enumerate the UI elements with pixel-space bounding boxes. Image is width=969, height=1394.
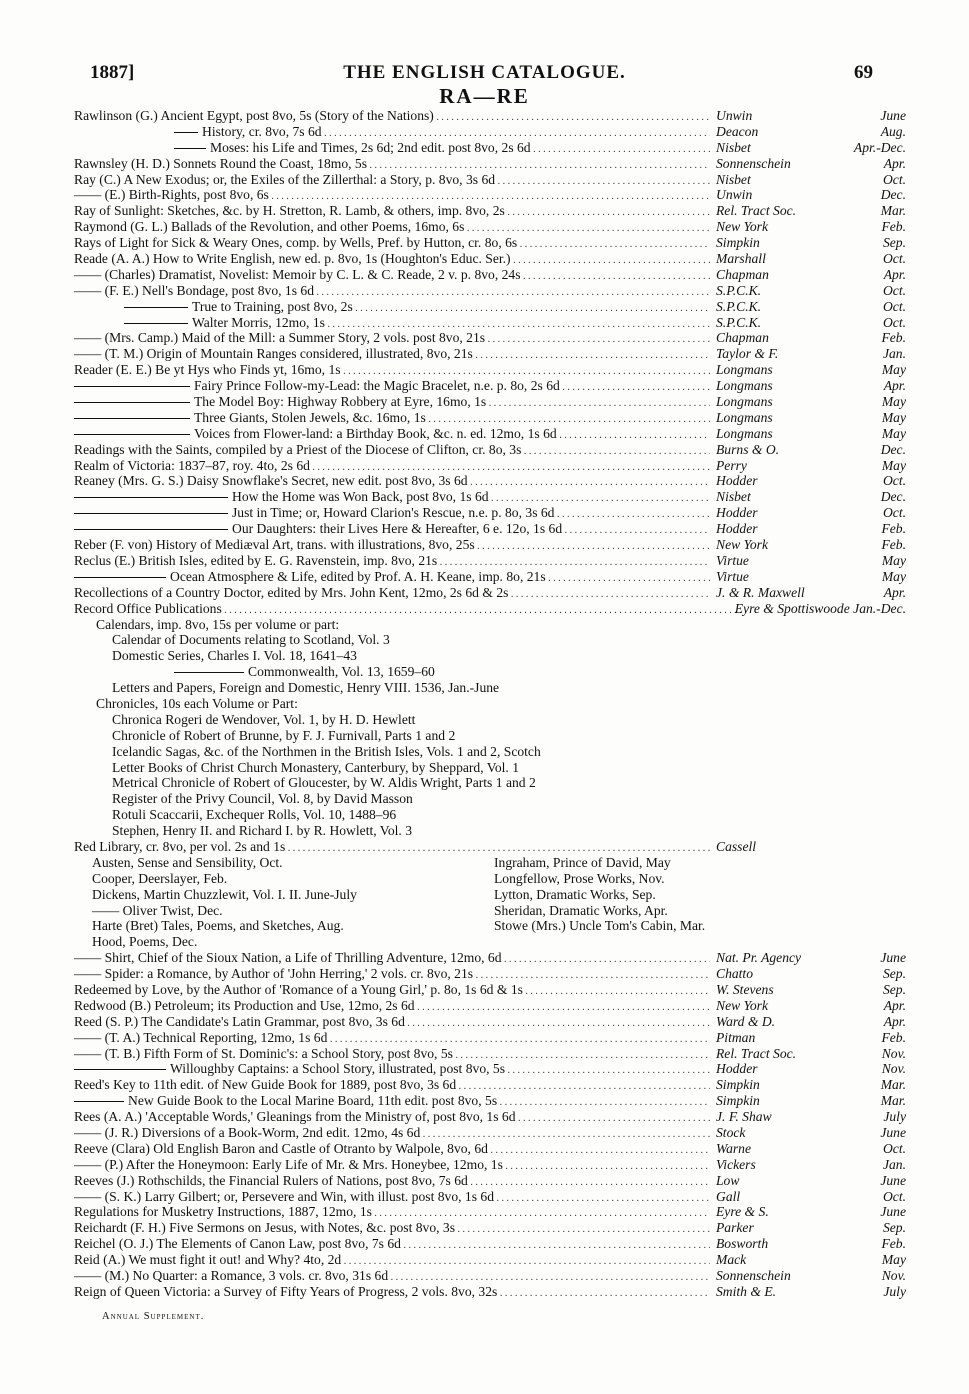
entry-month: Dec. xyxy=(880,187,906,203)
entry-text: Realm of Victoria: 1837–87, roy. 4to, 2s 6d xyxy=(74,457,310,473)
catalogue-entry xyxy=(74,1061,906,1077)
catalogue-entry xyxy=(74,521,906,537)
entry-month: June xyxy=(880,108,906,123)
catalogue-entry xyxy=(74,1220,906,1236)
entry-text: Letter Books of Christ Church Monastery, Canterbury, by Sheppard, Vol. 1 xyxy=(112,759,520,775)
ditto-rule xyxy=(74,426,190,435)
entry-text: Just in Time; or, Howard Clarion's Rescue, n.e. p. 8o, 3s 6d xyxy=(232,505,555,521)
entry-publisher: J. F. Shaw xyxy=(716,1109,772,1125)
entry-text: Register of the Privy Council, Vol. 8, by David Masson xyxy=(112,791,413,807)
entry-month: Feb. xyxy=(881,219,906,235)
catalogue-entry xyxy=(74,187,906,203)
catalogue-entry xyxy=(74,505,906,521)
ditto-rule xyxy=(74,521,228,530)
ditto-rule xyxy=(174,140,206,149)
catalogue-entry xyxy=(74,346,906,362)
footer-note: Annual Supplement. xyxy=(102,1311,205,1322)
header-year: 1887] xyxy=(90,62,135,83)
red-library-row xyxy=(74,855,906,871)
entry-publisher: Rel. Tract Soc. xyxy=(716,1045,797,1061)
entry-month: May xyxy=(881,425,906,441)
entry-publisher: Longmans xyxy=(716,378,773,394)
entry-month: May xyxy=(881,552,906,568)
entry-text: —— (M.) No Quarter: a Romance, 3 vols. cr. 8vo, 31s 6d xyxy=(74,1268,389,1284)
red-library-title: Harte (Bret) Tales, Poems, and Sketches, Aug. xyxy=(92,918,344,934)
entry-text: Chronicles, 10s each Volume or Part: xyxy=(96,695,298,711)
catalogue-entry xyxy=(74,458,906,474)
catalogue-entry xyxy=(74,1204,906,1220)
catalogue-entry xyxy=(74,1077,906,1093)
catalogue-entry xyxy=(74,1046,906,1062)
entry-publisher: New York xyxy=(716,219,768,235)
entry-publisher: Taylor & F. xyxy=(716,346,779,362)
catalogue-entry xyxy=(74,950,906,966)
catalogue-entry xyxy=(74,299,906,315)
red-library-title: Dickens, Martin Chuzzlewit, Vol. I. II. June-July xyxy=(92,886,357,902)
catalogue-entry xyxy=(74,315,906,331)
entry-month: May xyxy=(881,394,906,410)
entry-month: Apr. xyxy=(883,997,906,1013)
red-library-title: Stowe (Mrs.) Uncle Tom's Cabin, Mar. xyxy=(494,918,706,934)
entry-text: Rees (A. A.) 'Acceptable Words,' Gleanings from the Ministry of, post 8vo, 1s 6d xyxy=(74,1109,516,1125)
catalogue-entry xyxy=(74,617,906,633)
entry-month: Dec. xyxy=(880,441,906,457)
entry-text: Reid (A.) We must fight it out! and Why? 4to, 2d xyxy=(74,1252,342,1268)
entry-publisher: Longmans xyxy=(716,425,773,441)
entry-text: Chronicle of Robert of Brunne, by F. J. Furnivall, Parts 1 and 2 xyxy=(112,727,456,743)
entry-publisher: S.P.C.K. xyxy=(716,314,762,330)
catalogue-entry xyxy=(74,442,906,458)
entry-text: Our Daughters: their Lives Here & Hereafter, 6 e. 12o, 1s 6d xyxy=(232,521,563,537)
entry-text: History, cr. 8vo, 7s 6d xyxy=(202,123,322,139)
entry-text: Reber (F. von) History of Mediæval Art, trans. with illustrations, 8vo, 25s xyxy=(74,537,475,553)
entry-month: Oct. xyxy=(882,282,906,298)
entry-month: Mar. xyxy=(880,203,906,219)
catalogue-entry xyxy=(74,1173,906,1189)
ditto-rule xyxy=(74,1093,124,1102)
entry-month: May xyxy=(881,362,906,378)
entry-publisher: Sonnenschein xyxy=(716,1268,791,1284)
entry-publisher-date: Eyre & Spottiswoode Jan.-Dec. xyxy=(734,600,906,616)
entry-text: New Guide Book to the Local Marine Board, 11th edit. post 8vo, 5s xyxy=(128,1093,498,1109)
catalogue-entry xyxy=(74,744,906,760)
entry-month: Sep. xyxy=(882,1220,906,1236)
red-library-row xyxy=(74,934,906,950)
entry-month: Sep. xyxy=(882,966,906,982)
entry-text: —— (T. B.) Fifth Form of St. Dominic's: a School Story, post 8vo, 5s xyxy=(74,1045,453,1061)
alphabet-range: RA—RE xyxy=(439,84,530,108)
entry-text: Reichardt (F. H.) Five Sermons on Jesus, with Notes, &c. post 8vo, 3s xyxy=(74,1220,456,1236)
entry-month: Oct. xyxy=(882,298,906,314)
red-library-list xyxy=(74,855,906,950)
catalogue-entry xyxy=(74,172,906,188)
entry-text: Rays of Light for Sick & Weary Ones, comp. by Wells, Pref. by Hutton, cr. 8o, 6s xyxy=(74,235,518,251)
catalogue-entry xyxy=(74,362,906,378)
entry-publisher: Longmans xyxy=(716,409,773,425)
catalogue-entry xyxy=(74,1236,906,1252)
entry-publisher: Warne xyxy=(716,1140,751,1156)
entry-publisher: Longmans xyxy=(716,394,773,410)
catalogue-entry xyxy=(74,1141,906,1157)
entry-publisher: J. & R. Maxwell xyxy=(716,584,805,600)
entry-publisher: Bosworth xyxy=(716,1236,769,1252)
catalogue-entry xyxy=(74,489,906,505)
ditto-rule xyxy=(124,315,188,324)
entry-month: June xyxy=(880,950,906,966)
entry-month: May xyxy=(881,568,906,584)
catalogue-entry xyxy=(74,1252,906,1268)
entry-publisher: Longmans xyxy=(716,362,773,378)
entry-text: Rawnsley (H. D.) Sonnets Round the Coast, 18mo, 5s xyxy=(74,155,368,171)
entries-block-1 xyxy=(74,108,906,855)
entry-month: Oct. xyxy=(882,171,906,187)
entry-month: Nov. xyxy=(881,1268,906,1284)
entry-month: Apr. xyxy=(883,378,906,394)
catalogue-entry xyxy=(74,839,906,855)
entry-text: Reade (A. A.) How to Write English, new ed. p. 8vo, 1s (Houghton's Educ. Ser.) xyxy=(74,251,511,267)
entry-month: May xyxy=(881,1252,906,1268)
entry-month: Dec. xyxy=(880,489,906,505)
entry-month: Oct. xyxy=(882,314,906,330)
catalogue-entry xyxy=(74,807,906,823)
entry-publisher: New York xyxy=(716,997,768,1013)
catalogue-entry xyxy=(74,712,906,728)
catalogue-entry xyxy=(74,632,906,648)
catalogue-entry xyxy=(74,473,906,489)
entry-text: Moses: his Life and Times, 2s 6d; 2nd edit. post 8vo, 2s 6d xyxy=(210,139,531,155)
catalogue-entry xyxy=(74,267,906,283)
catalogue-entry xyxy=(74,1030,906,1046)
entry-text: Regulations for Musketry Instructions, 1887, 12mo, 1s xyxy=(74,1204,372,1220)
entry-publisher: Marshall xyxy=(716,251,766,267)
entry-text: The Model Boy: Highway Robbery at Eyre, 16mo, 1s xyxy=(194,394,487,410)
entry-publisher: Mack xyxy=(716,1252,747,1268)
catalogue-entry xyxy=(74,219,906,235)
catalogue-entry xyxy=(74,791,906,807)
entry-publisher: Gall xyxy=(716,1188,741,1204)
catalogue-entry xyxy=(74,410,906,426)
entry-publisher: Eyre & S. xyxy=(716,1204,769,1220)
entry-publisher: Smith & E. xyxy=(716,1283,777,1299)
red-library-title: Ingraham, Prince of David, May xyxy=(494,854,671,870)
entry-publisher: Chapman xyxy=(716,330,769,346)
entry-text: Willoughby Captains: a School Story, illustrated, post 8vo, 5s xyxy=(170,1061,505,1077)
catalogue-entry xyxy=(74,251,906,267)
red-library-title: —— Oliver Twist, Dec. xyxy=(92,902,223,918)
catalogue-entry xyxy=(74,1189,906,1205)
catalogue-entry xyxy=(74,394,906,410)
entry-month: Nov. xyxy=(881,1061,906,1077)
catalogue-entry xyxy=(74,1284,906,1300)
entry-text: Reader (E. E.) Be yt Hys who Finds yt, 16mo, 1s xyxy=(74,362,341,378)
entry-publisher: Sonnenschein xyxy=(716,155,791,171)
entry-text: Readings with the Saints, compiled by a Priest of the Diocese of Clifton, cr. 8o, 3s xyxy=(74,441,522,457)
ditto-rule xyxy=(74,410,190,419)
catalogue-entry xyxy=(74,982,906,998)
entry-month: Jan. xyxy=(882,1156,906,1172)
entry-text: —— (Mrs. Camp.) Maid of the Mill: a Summer Story, 2 vols. post 8vo, 21s xyxy=(74,330,486,346)
entry-month: July xyxy=(883,1109,906,1125)
entry-month: June xyxy=(880,1125,906,1140)
ditto-rule xyxy=(74,378,190,387)
entry-publisher: Virtue xyxy=(716,552,749,568)
entry-publisher: Nisbet xyxy=(716,171,751,187)
entry-publisher: Unwin xyxy=(716,108,753,123)
entry-month: Feb. xyxy=(881,521,906,537)
entry-text: Redwood (B.) Petroleum; its Production and Use, 12mo, 2s 6d xyxy=(74,997,415,1013)
catalogue-entry xyxy=(74,235,906,251)
red-library-title: Austen, Sense and Sensibility, Oct. xyxy=(92,854,283,870)
entry-month: Feb. xyxy=(881,330,906,346)
entry-publisher: Simpkin xyxy=(716,1077,760,1093)
entry-text: Recollections of a Country Doctor, edited by Mrs. John Kent, 12mo, 2s 6d & 2s xyxy=(74,584,509,600)
catalogue-entry xyxy=(74,696,906,712)
entry-publisher: Nisbet xyxy=(716,139,751,155)
red-library-title: Hood, Poems, Dec. xyxy=(92,934,198,950)
entry-month: Oct. xyxy=(882,505,906,521)
ditto-rule xyxy=(74,489,228,498)
entry-text: —— (F. E.) Nell's Bondage, post 8vo, 1s 6d xyxy=(74,282,314,298)
entry-text: —— (E.) Birth-Rights, post 8vo, 6s xyxy=(74,187,269,203)
entry-publisher: Virtue xyxy=(716,568,749,584)
entry-publisher: Burns & O. xyxy=(716,441,780,457)
entry-month: Apr. xyxy=(883,1013,906,1029)
entry-text: Ocean Atmosphere & Life, edited by Prof. A. H. Keane, imp. 8o, 21s xyxy=(170,568,546,584)
red-library-title: Sheridan, Dramatic Works, Apr. xyxy=(494,902,668,918)
ditto-rule xyxy=(74,394,190,403)
catalogue-entry xyxy=(74,648,906,664)
entry-publisher: Nat. Pr. Agency xyxy=(716,950,802,966)
entry-text: —— (T. M.) Origin of Mountain Ranges considered, illustrated, 8vo, 21s xyxy=(74,346,473,362)
entry-publisher: Nisbet xyxy=(716,489,751,505)
catalogue-entry xyxy=(74,1014,906,1030)
catalogue-entry xyxy=(74,966,906,982)
entry-text: Stephen, Henry II. and Richard I. by R. Howlett, Vol. 3 xyxy=(112,823,413,839)
entry-text: —— (P.) After the Honeymoon: Early Life of Mr. & Mrs. Honeybee, 12mo, 1s xyxy=(74,1156,503,1172)
entry-publisher: Parker xyxy=(716,1220,754,1236)
entry-month: Oct. xyxy=(882,251,906,267)
entry-text: Raymond (G. L.) Ballads of the Revolution, and other Poems, 16mo, 6s xyxy=(74,219,465,235)
entry-month: June xyxy=(880,1172,906,1188)
catalogue-entries xyxy=(74,108,906,1300)
entry-publisher: Hodder xyxy=(716,521,758,537)
entry-publisher: Low xyxy=(716,1172,740,1188)
entry-month: Mar. xyxy=(880,1093,906,1109)
entry-title xyxy=(74,1284,710,1302)
catalogue-entry xyxy=(74,823,906,839)
entry-publisher: Unwin xyxy=(716,187,753,203)
catalogue-entry xyxy=(74,108,906,124)
header-title: THE ENGLISH CATALOGUE. xyxy=(343,62,626,83)
entry-publisher: S.P.C.K. xyxy=(716,298,762,314)
red-library-row xyxy=(74,903,906,919)
red-library-row xyxy=(74,887,906,903)
entry-text: Chronica Rogeri de Wendover, Vol. 1, by H. D. Hewlett xyxy=(112,711,416,727)
entry-text: Reeve (Clara) Old English Baron and Castle of Otranto by Walpole, 8vo, 6d xyxy=(74,1140,488,1156)
entry-publisher: Vickers xyxy=(716,1156,756,1172)
catalogue-entry xyxy=(74,140,906,156)
catalogue-entry xyxy=(74,1109,906,1125)
entry-month: Oct. xyxy=(882,1188,906,1204)
red-library-title: Cooper, Deerslayer, Feb. xyxy=(92,870,228,886)
red-library-title: Longfellow, Prose Works, Nov. xyxy=(494,870,665,886)
red-library-title: Lytton, Dramatic Works, Sep. xyxy=(494,886,656,902)
entry-month: Apr. xyxy=(883,584,906,600)
entry-text: Walter Morris, 12mo, 1s xyxy=(192,314,325,330)
ditto-rule xyxy=(124,299,188,308)
entry-text: Reaney (Mrs. G. S.) Daisy Snowflake's Secret, new edit. post 8vo, 3s 6d xyxy=(74,473,468,489)
catalogue-entry xyxy=(74,283,906,299)
entry-month: Sep. xyxy=(882,235,906,251)
red-library-row xyxy=(74,918,906,934)
catalogue-entry xyxy=(74,728,906,744)
catalogue-entry xyxy=(74,775,906,791)
entry-publisher: New York xyxy=(716,537,768,553)
catalogue-entry xyxy=(74,601,906,617)
entry-text: Voices from Flower-land: a Birthday Book, &c. n. ed. 12mo, 1s 6d xyxy=(194,425,557,441)
entry-publisher: Simpkin xyxy=(716,235,760,251)
catalogue-entry xyxy=(74,378,906,394)
red-library-row xyxy=(74,871,906,887)
entry-publisher: Stock xyxy=(716,1125,746,1140)
entry-text: Fairy Prince Follow-my-Lead: the Magic Bracelet, n.e. p. 8o, 2s 6d xyxy=(194,378,560,394)
entry-publisher: Pitman xyxy=(716,1029,756,1045)
entry-text: Ray of Sunlight: Sketches, &c. by H. Stretton, R. Lamb, & others, imp. 8vo, 2s xyxy=(74,203,505,219)
catalogue-entry xyxy=(74,998,906,1014)
entry-publisher: Cassell xyxy=(716,838,757,854)
entry-text: —— Spider: a Romance, by Author of 'John Herring,' 2 vols. cr. 8vo, 21s xyxy=(74,966,474,982)
entry-text: Calendars, imp. 8vo, 15s per volume or part: xyxy=(96,616,340,632)
entry-text: Domestic Series, Charles I. Vol. 18, 1641–43 xyxy=(112,648,357,664)
catalogue-entry xyxy=(74,1268,906,1284)
entry-month: Apr.-Dec. xyxy=(853,139,906,155)
ditto-rule xyxy=(74,569,166,578)
entry-month: Apr. xyxy=(883,266,906,282)
catalogue-entry xyxy=(74,426,906,442)
catalogue-entry xyxy=(74,760,906,776)
entry-month: Nov. xyxy=(881,1045,906,1061)
entry-text: Three Giants, Stolen Jewels, &c. 16mo, 1s xyxy=(194,409,426,425)
entry-text: Calendar of Documents relating to Scotland, Vol. 3 xyxy=(112,632,390,648)
entry-text: Rawlinson (G.) Ancient Egypt, post 8vo, 5s (Story of the Nations) xyxy=(74,108,434,123)
catalogue-entry xyxy=(74,1157,906,1173)
catalogue-entry xyxy=(74,156,906,172)
entry-month: Mar. xyxy=(880,1077,906,1093)
entry-month: Apr. xyxy=(883,155,906,171)
entry-publisher: S.P.C.K. xyxy=(716,282,762,298)
entry-text: —— Shirt, Chief of the Sioux Nation, a Life of Thrilling Adventure, 12mo, 6d xyxy=(74,950,502,966)
page-number: 69 xyxy=(854,62,873,83)
entry-text: Reed's Key to 11th edit. of New Guide Book for 1889, post 8vo, 3s 6d xyxy=(74,1077,457,1093)
catalogue-entry xyxy=(74,1125,906,1141)
catalogue-entry xyxy=(74,569,906,585)
entry-text: Record Office Publications xyxy=(74,600,222,616)
entry-text: True to Training, post 8vo, 2s xyxy=(192,298,353,314)
entry-publisher: W. Stevens xyxy=(716,981,774,997)
entry-publisher: Hodder xyxy=(716,473,758,489)
entry-publisher: Perry xyxy=(716,457,747,473)
entry-text: Metrical Chronicle of Robert of Gloucester, by W. Aldis Wright, Parts 1 and 2 xyxy=(112,775,536,791)
entry-month: June xyxy=(880,1204,906,1220)
entry-text: Reign of Queen Victoria: a Survey of Fifty Years of Progress, 2 vols. 8vo, 32s xyxy=(74,1283,498,1299)
entry-month: May xyxy=(881,457,906,473)
entry-month: Feb. xyxy=(881,1029,906,1045)
entry-publisher: Ward & D. xyxy=(716,1013,776,1029)
catalogue-entry xyxy=(74,330,906,346)
entry-month: Sep. xyxy=(882,981,906,997)
entry-text: Reichel (O. J.) The Elements of Canon Law, post 8vo, 7s 6d xyxy=(74,1236,401,1252)
entry-publisher: Rel. Tract Soc. xyxy=(716,203,797,219)
entry-text: —— (T. A.) Technical Reporting, 12mo, 1s 6d xyxy=(74,1029,328,1045)
entry-month: Oct. xyxy=(882,473,906,489)
catalogue-entry xyxy=(74,553,906,569)
entry-text: Letters and Papers, Foreign and Domestic, Henry VIII. 1536, Jan.-June xyxy=(112,680,500,696)
entries-block-2 xyxy=(74,950,906,1300)
ditto-rule xyxy=(74,1061,166,1070)
entry-text: How the Home was Won Back, post 8vo, 1s 6d xyxy=(232,489,489,505)
ditto-rule xyxy=(74,505,228,514)
entry-text: Commonwealth, Vol. 13, 1659–60 xyxy=(248,664,435,680)
entry-text: —— (S. K.) Larry Gilbert; or, Persevere and Win, with illust. post 8vo, 1s 6d xyxy=(74,1188,495,1204)
entry-text: Rotuli Scaccarii, Exchequer Rolls, Vol. 10, 1488–96 xyxy=(112,807,397,823)
entry-text: Reed (S. P.) The Candidate's Latin Grammar, post 8vo, 3s 6d xyxy=(74,1013,405,1029)
entry-month: Jan. xyxy=(882,346,906,362)
catalogue-entry xyxy=(74,203,906,219)
entry-month: Oct. xyxy=(882,1140,906,1156)
catalogue-entry xyxy=(74,1093,906,1109)
catalogue-entry xyxy=(74,664,906,680)
ditto-rule xyxy=(174,664,244,673)
catalogue-entry xyxy=(74,124,906,140)
entry-text: Icelandic Sagas, &c. of the Northmen in the British Isles, Vols. 1 and 2, Scotch xyxy=(112,743,541,759)
catalogue-entry xyxy=(74,680,906,696)
entry-month: Feb. xyxy=(881,537,906,553)
entry-month: Feb. xyxy=(881,1236,906,1252)
entry-text: —— (Charles) Dramatist, Novelist: Memoir by C. L. & C. Reade, 2 v. p. 8vo, 24s xyxy=(74,266,521,282)
ditto-rule xyxy=(174,124,198,133)
entry-publisher: Hodder xyxy=(716,1061,758,1077)
entry-text: Redeemed by Love, by the Author of 'Romance of a Young Girl,' p. 8o, 1s 6d & 1s xyxy=(74,981,523,997)
entry-publisher: Chapman xyxy=(716,266,769,282)
entry-text: —— (J. R.) Diversions of a Book-Worm, 2nd edit. 12mo, 4s 6d xyxy=(74,1125,421,1140)
entry-text: Reeves (J.) Rothschilds, the Financial Rulers of Nations, post 8vo, 7s 6d xyxy=(74,1172,468,1188)
entry-month: May xyxy=(881,409,906,425)
entry-publisher: Simpkin xyxy=(716,1093,760,1109)
catalogue-entry xyxy=(74,537,906,553)
catalogue-entry xyxy=(74,585,906,601)
entry-text: Red Library, cr. 8vo, per vol. 2s and 1s xyxy=(74,838,286,854)
entry-publisher: Hodder xyxy=(716,505,758,521)
entry-text: Reclus (E.) British Isles, edited by E. G. Ravenstein, imp. 8vo, 21s xyxy=(74,552,438,568)
entry-publisher: Deacon xyxy=(716,123,759,139)
entry-text: Ray (C.) A New Exodus; or, the Exiles of the Zillerthal: a Story, p. 8vo, 3s 6d xyxy=(74,171,496,187)
entry-month: July xyxy=(883,1283,906,1299)
entry-month: Aug. xyxy=(880,123,906,139)
entry-publisher: Chatto xyxy=(716,966,754,982)
